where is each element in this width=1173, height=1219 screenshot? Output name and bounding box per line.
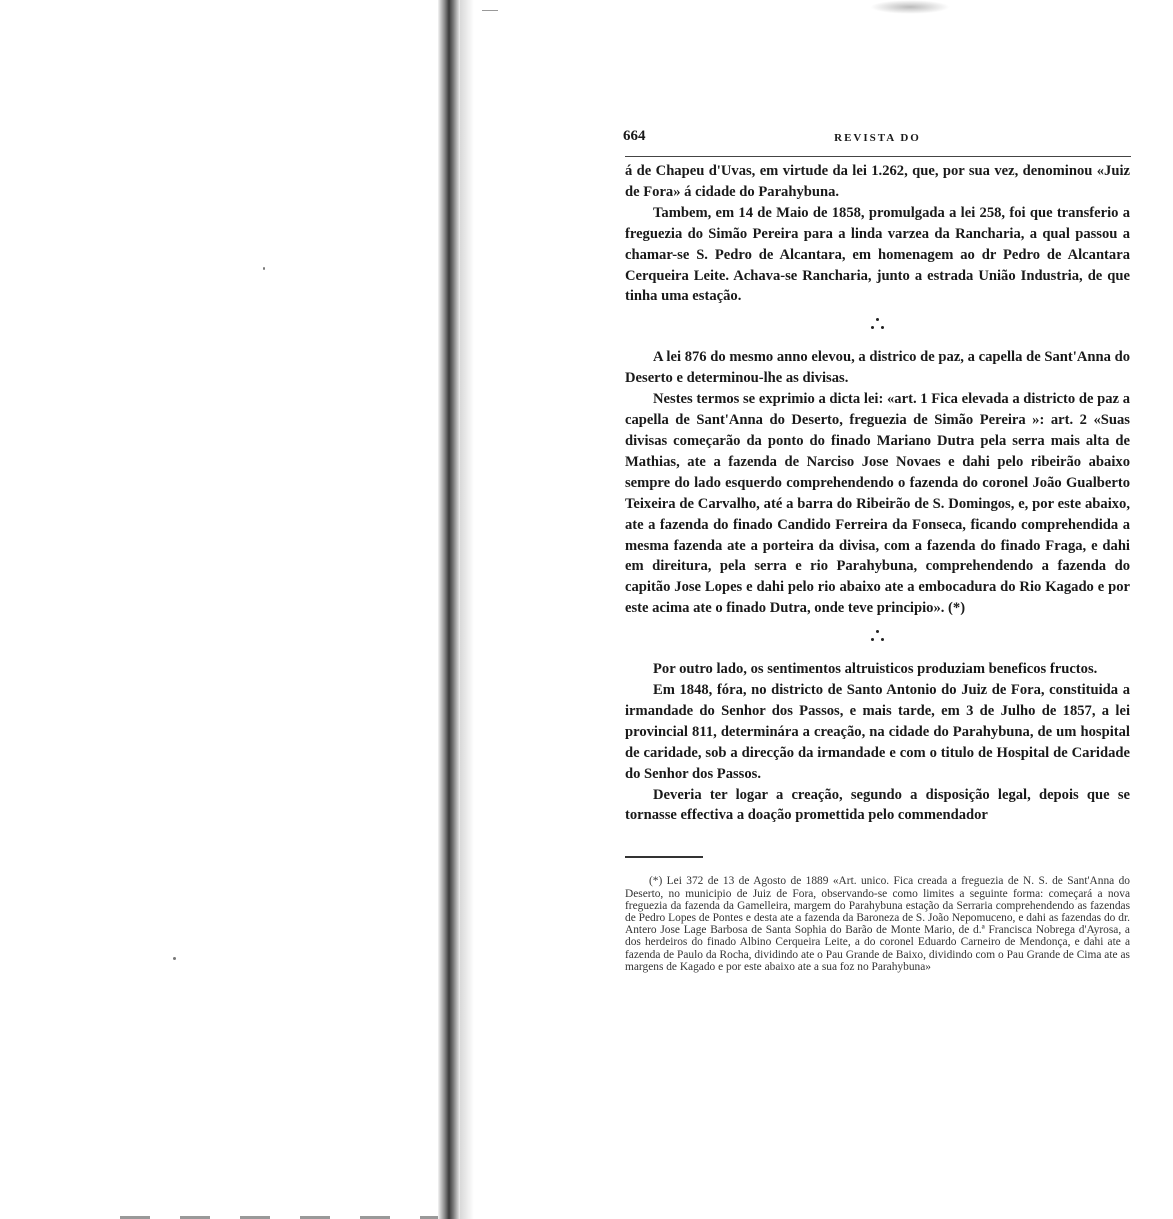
paragraph: Por outro lado, os sentimentos altruisticos produziam beneficos fructos. <box>653 661 1098 678</box>
paragraph: Tambem, em 14 de Maio de 1858, promulgada a lei 258, foi que transferio a freguezia do Simão Pereira para a linda varzea da Rancharia, a qual passou a chamar-se S. Pedro de Alcantara, em homenagem ao dr Pedro de Alcantara Cerqueira Leite. Achava-se Rancharia, junto a estrada União Industria, de que tinha uma estação. <box>625 204 1130 305</box>
footnote-text: (*) Lei 372 de 13 de Agosto de 1889 «Art. unico. Fica creada a freguezia de N. S. de Sant'Anna do Deserto, no municipio de Juiz de Fora, observando-se como limites a seguinte forma: começará a nova freguezia da fazenda da Gamelleira, margem do Parahybuna estação da Serraria comprehendendo as fazendas de Pedro Lopes de Pontes e desta ate a fazenda da Baroneza de S. João Nepomuceno, e dahi as fazendas do dr. Antero Jose Lage Barbosa de Santa Sophia do Barão de Monte Mario, de d.ª Francisca Nobrega d'Ayrosa, a dos herdeiros do finado Albino Cerqueira Leite, a do coronel Eduardo Carneiro de Mendonça, e dahi ate a fazenda de Paulo da Rocha, dividindo ate o Pau Grande de Baixo, dividindo com o Pau Grande de Cima ate as margens de Kagado e por este abaixo ate a sua foz no Parahybuna» <box>625 875 1130 973</box>
footnote <box>625 875 1130 973</box>
page-number: 664 <box>623 128 646 144</box>
section-separator <box>625 307 1130 347</box>
paragraph: A lei 876 do mesmo anno elevou, a districo de paz, a capella de Sant'Anna do Deserto e determinou-lhe as divisas. <box>625 349 1130 387</box>
scan-speck <box>173 957 176 960</box>
body-text <box>625 161 1130 826</box>
printed-page <box>625 128 1130 973</box>
section-separator <box>625 619 1130 659</box>
running-head <box>625 128 1130 150</box>
asterism-glyph <box>871 316 885 330</box>
footnote-rule <box>625 856 703 858</box>
book-gutter <box>438 0 460 1219</box>
scan-mark <box>482 10 498 11</box>
paragraph: Deveria ter logar a creação, segundo a disposição legal, depois que se tornasse effectiva a doação promettida pelo commendador <box>625 786 1130 824</box>
gutter-shadow <box>460 0 474 1219</box>
paragraph: á de Chapeu d'Uvas, em virtude da lei 1.262, que, por sua vez, denominou «Juiz de Fora» á cidade do Parahybuna. <box>625 163 1130 200</box>
asterism-glyph <box>871 628 885 642</box>
scan-speck <box>263 267 265 270</box>
header-rule <box>625 156 1131 157</box>
blank-left-page <box>0 0 440 1219</box>
scan-smudge <box>870 0 950 14</box>
paragraph: Em 1848, fóra, no districto de Santo Antonio do Juiz de Fora, constituida a irmandade do Senhor dos Passos, e mais tarde, em 3 de Julho de 1857, a lei provincial 811, determinára a creação, na cidade do Parahybuna, de um hospital de caridade, sob a direcção da irmandade e com o titulo de Hospital de Caridade do Senhor dos Passos. <box>625 682 1130 782</box>
running-title: REVISTA DO <box>834 132 921 144</box>
paragraph: Nestes termos se exprimio a dicta lei: «art. 1 Fica elevada a districto de paz a capella de Sant'Anna do Deserto, freguezia de Simão Pereira »: art. 2 «Suas divisas começarão da ponto do finado Mariano Dutra pela serra mais alta de Mathias, ate a fazenda de Narciso Jose Novaes e dahi pelo ribeirão abaixo sempre do lado esquerdo comprehendendo o fazenda do coronel João Gualberto Teixeira de Carvalho, até a barra do Ribeirão de S. Domingos, e, por este abaixo, ate a fazenda do finado Candido Ferreira da Fonseca, ficando comprehendida a mesma fazenda ate a porteira da divisa, com a fazenda do finado Fraga, e dahi em direitura, pela serra e rio Parahybuna, comprehendendo a fazenda do capitão Jose Lopes e dahi pelo rio abaixo ate a embocadura do Rio Kagado e por este acima ate o finado Dutra, onde teve principio». (*) <box>625 391 1130 617</box>
